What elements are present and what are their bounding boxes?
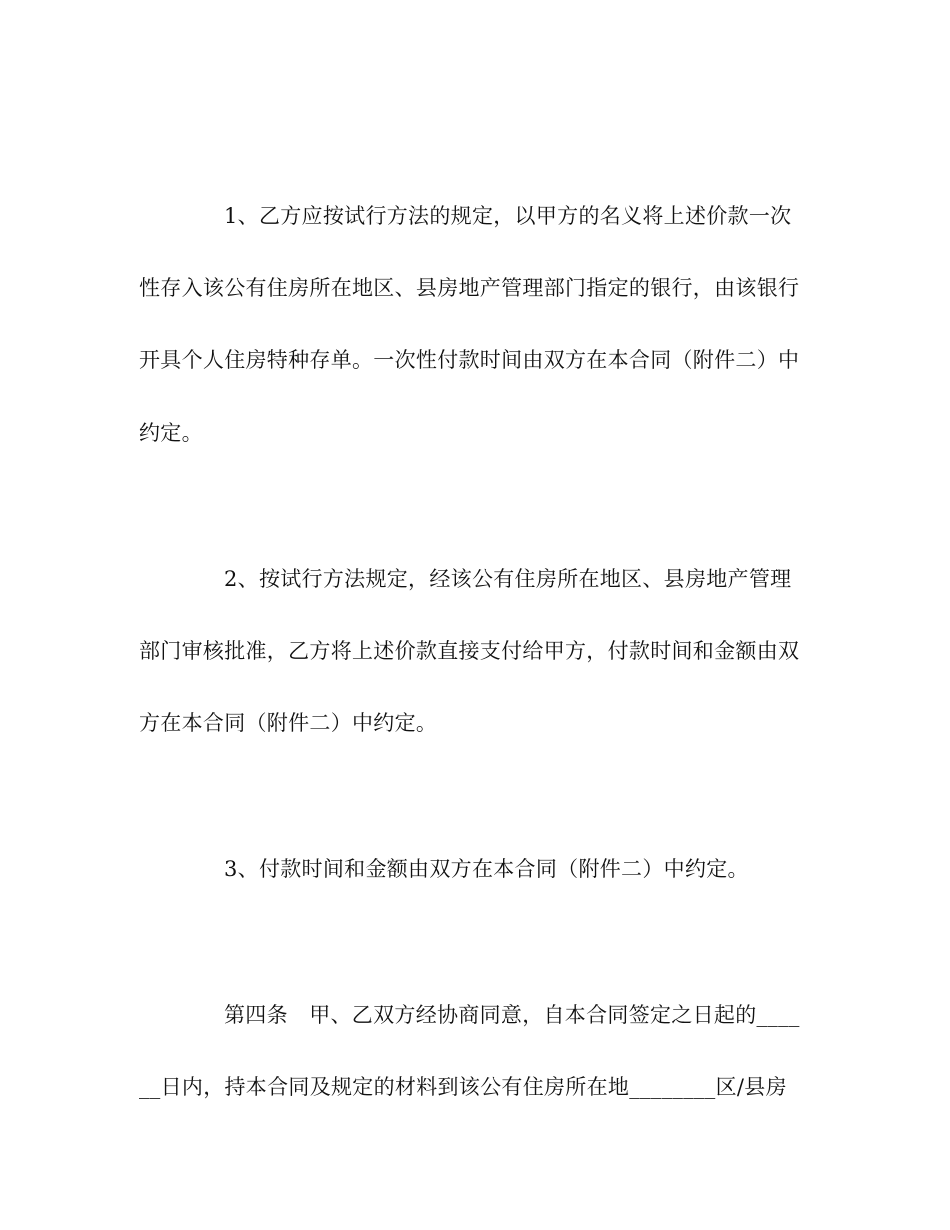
paragraph-4-line-1: 第四条 甲、乙双方经协商同意，自本合同签定之日起的____: [224, 1003, 800, 1027]
paragraph-2-line-1: 2、按试行方法规定，经该公有住房所在地区、县房地产管理: [224, 567, 792, 591]
paragraph-2-line-2: 部门审核批准，乙方将上述价款直接支付给甲方，付款时间和金额由双: [139, 639, 800, 663]
paragraph-3-line-1: 3、付款时间和金额由双方在本合同（附件二）中约定。: [224, 857, 749, 881]
paragraph-4-line-2: __日内，持本合同及规定的材料到该公有住房所在地________区/县房: [139, 1075, 787, 1099]
paragraph-1-line-2: 性存入该公有住房所在地区、县房地产管理部门指定的银行，由该银行: [139, 276, 800, 300]
paragraph-1-line-1: 1、乙方应按试行方法的规定，以甲方的名义将上述价款一次: [224, 204, 792, 228]
paragraph-2-line-3: 方在本合同（附件二）中约定。: [139, 711, 438, 735]
paragraph-1-line-4: 约定。: [139, 421, 203, 445]
paragraph-1-line-3: 开具个人住房特种存单。一次性付款时间由双方在本合同（附件二）中: [139, 348, 800, 372]
